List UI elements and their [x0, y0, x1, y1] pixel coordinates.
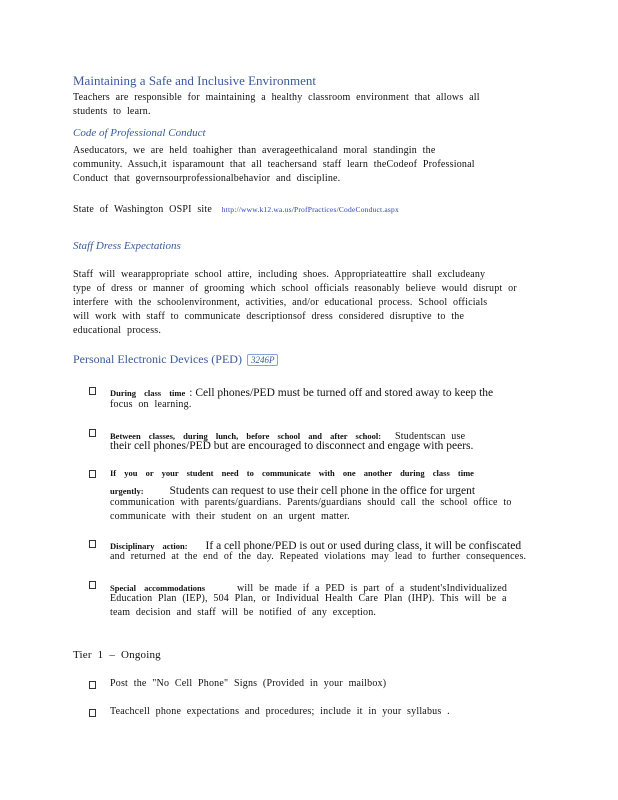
paragraph-line: Staff will wearappropriate school attire, including shoes. Appropriateattire shall excludeany: [73, 269, 486, 280]
bullet-lead: urgently:: [110, 486, 144, 496]
paragraph-line: Conduct that governsourprofessionalbehavior and discipline.: [73, 173, 341, 184]
bullet-icon: [89, 709, 96, 717]
bullet-text: team decision and staff will be notified of any exception.: [110, 607, 377, 618]
bullet-icon: [89, 540, 96, 548]
paragraph-line: type of dress or manner of grooming which school officials reasonably believe would disrupt or: [73, 283, 517, 294]
section-title-tier1: Tier 1 – Ongoing: [73, 649, 161, 661]
bullet-text: and returned at the end of the day. Repeated violations may lead to further consequences.: [110, 551, 527, 562]
state-label-text: State of Washington OSPI site: [73, 204, 213, 215]
bullet-text: Studentscan use: [395, 431, 466, 442]
policy-tag: 3246P: [247, 354, 279, 366]
bullet-text: will be made if a PED is part of a student'sIndividualized: [237, 583, 508, 594]
bullet-text: focus on learning.: [110, 399, 192, 410]
bullet-text: communicate with their student on an urgent matter.: [110, 511, 350, 522]
state-label: [73, 203, 399, 217]
bullet-lead: Between classes, during lunch, before school and after school:: [110, 431, 382, 441]
bullet-text: Education Plan (IEP), 504 Plan, or Individual Health Care Plan (IHP). This will be a: [110, 593, 507, 604]
section-title-ped: [73, 352, 278, 367]
paragraph-line: interfere with the schoolenvironment, activities, and/or educational process. School officials: [73, 297, 488, 308]
paragraph-line: will work with staff to communicate descriptionsof dress considered disruptive to the: [73, 311, 465, 322]
bullet-lead: If you or your student need to communicate with one another during class time: [110, 468, 474, 478]
bullet-icon: [89, 681, 96, 689]
tier-item: Teachcell phone expectations and procedures; include it in your syllabus .: [110, 706, 450, 717]
bullet-lead: Disciplinary action:: [110, 541, 188, 551]
bullet-text: communication with parents/guardians. Parents/guardians should call the school office to: [110, 497, 512, 508]
bullet-icon: [89, 429, 96, 437]
paragraph-line: community. Assuch,it isparamount that all teachersand staff learn theCodeof Professional: [73, 159, 475, 170]
bullet-text: Students can request to use their cell phone in the office for urgent: [169, 485, 476, 497]
bullet-icon: [89, 470, 96, 478]
bullet-text: their cell phones/PED but are encouraged to disconnect and engage with peers.: [110, 440, 474, 452]
ped-title-text: Personal Electronic Devices (PED): [73, 352, 242, 366]
bullet-icon: [89, 581, 96, 589]
paragraph-line: students to learn.: [73, 106, 151, 117]
paragraph-line: educational process.: [73, 325, 162, 336]
bullet-icon: [89, 387, 96, 395]
section-title-dress-expectations: Staff Dress Expectations: [73, 240, 181, 252]
bullet-lead: Special accommodations: [110, 583, 206, 593]
section-title-code-of-conduct: Code of Professional Conduct: [73, 127, 206, 139]
tier-item: Post the "No Cell Phone" Signs (Provided in your mailbox): [110, 678, 387, 689]
ospi-link[interactable]: http://www.k12.wa.us/ProfPractices/CodeConduct.aspx: [221, 205, 399, 214]
bullet-text: : Cell phones/PED must be turned off and stored away to keep the: [189, 387, 494, 399]
bullet-text: If a cell phone/PED is out or used during class, it will be confiscated: [205, 540, 522, 552]
section-title-safe-environment: Maintaining a Safe and Inclusive Environment: [73, 73, 316, 88]
paragraph-line: Aseducators, we are held toahigher than averageethicaland moral standingin the: [73, 145, 436, 156]
bullet-lead: During class time: [110, 388, 186, 398]
paragraph-line: Teachers are responsible for maintaining a healthy classroom environment that allows all: [73, 92, 480, 103]
